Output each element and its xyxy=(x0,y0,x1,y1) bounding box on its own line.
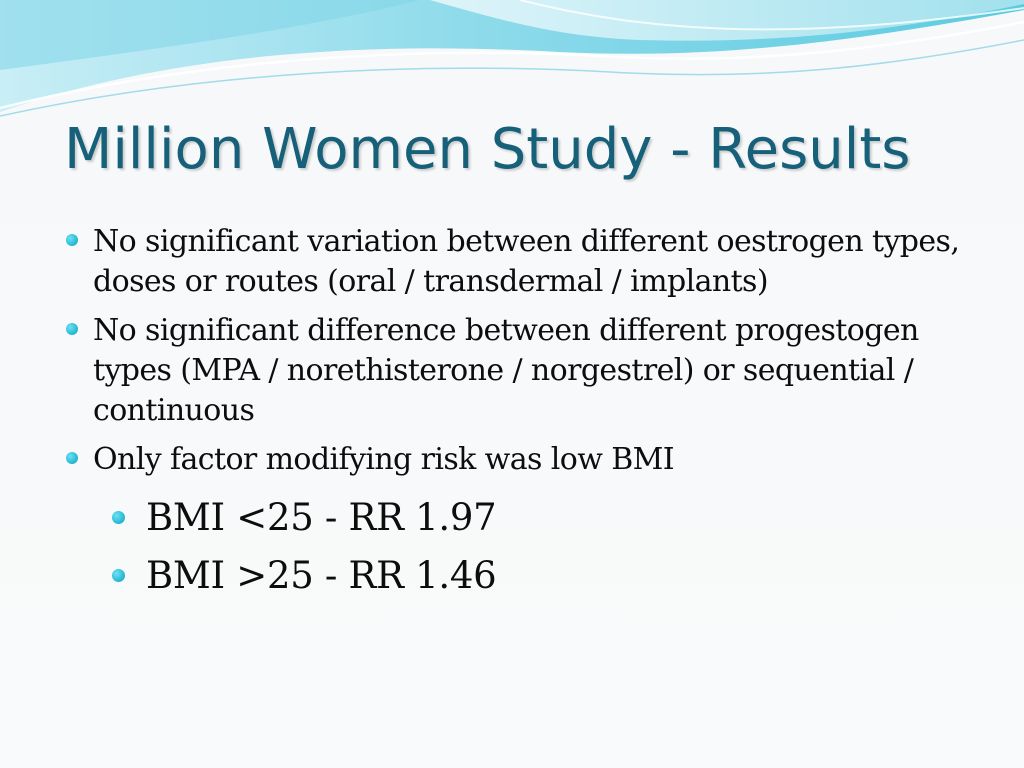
sub-bullet-text: BMI <25 - RR 1.97 xyxy=(146,496,497,539)
list-item xyxy=(60,440,980,480)
circle-bullet-icon xyxy=(66,452,78,464)
bullet-list xyxy=(60,222,980,605)
circle-bullet-icon xyxy=(112,569,125,582)
sub-bullet-text: BMI >25 - RR 1.46 xyxy=(146,554,497,597)
slide-title: Million Women Study - Results xyxy=(64,117,911,182)
circle-bullet-icon xyxy=(66,323,78,335)
list-item xyxy=(60,311,980,431)
header-wave-decoration xyxy=(0,0,1024,130)
circle-bullet-icon xyxy=(112,511,125,524)
sub-list-item xyxy=(60,489,980,547)
bullet-text: No significant difference between different progestogen types (MPA / norethisterone / norgestrel) or sequential / continuous xyxy=(93,313,919,428)
sub-list-item xyxy=(60,547,980,605)
list-item xyxy=(60,222,980,302)
bullet-text: No significant variation between different oestrogen types, doses or routes (oral / transdermal / implants) xyxy=(93,224,960,299)
circle-bullet-icon xyxy=(66,234,78,246)
bullet-text: Only factor modifying risk was low BMI xyxy=(93,442,675,477)
